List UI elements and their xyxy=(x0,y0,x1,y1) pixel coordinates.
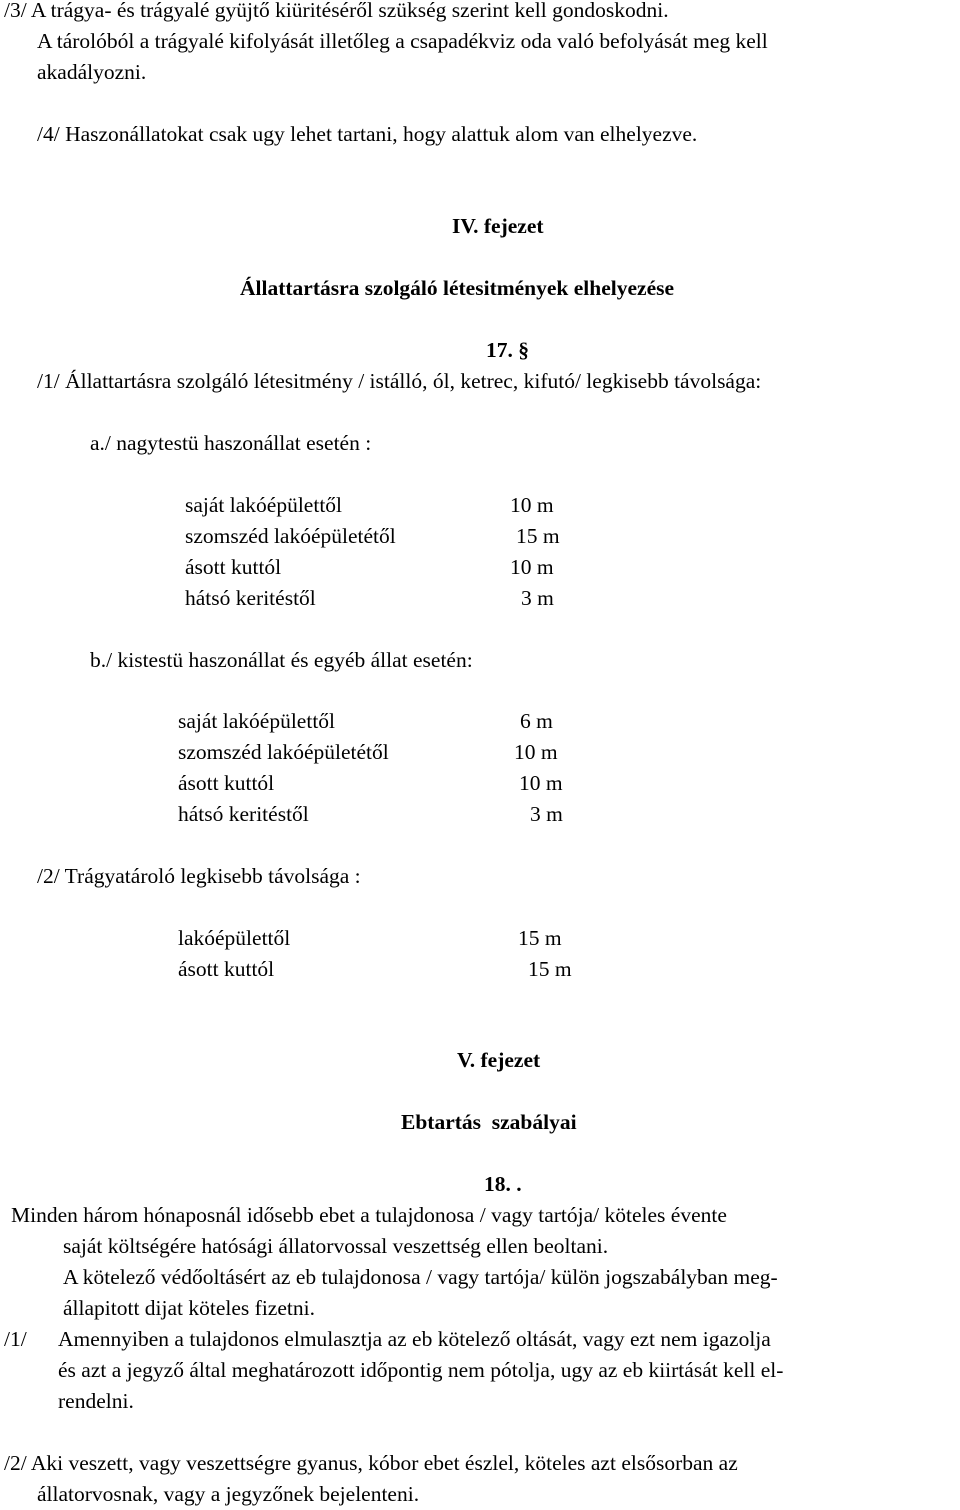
table-row-value: 15 m xyxy=(528,957,572,981)
table-row-value: 15 m xyxy=(518,926,562,950)
para18-line2: saját költségére hatósági állatorvossal veszettség ellen beoltani. xyxy=(63,1234,609,1258)
section4-line1: /4/ Haszonállatokat csak ugy lehet tartani, hogy alattuk alom van elhelyezve. xyxy=(37,122,698,146)
table-row-label: szomszéd lakóépületétől xyxy=(178,740,389,764)
table-row-label: ásott kuttól xyxy=(178,771,275,795)
table-row-label: ásott kuttól xyxy=(178,957,275,981)
table-row-value: 10 m xyxy=(519,771,563,795)
section3-line2: A tárolóból a trágyalé kifolyását illetőleg a csapadékviz oda való befolyását meg kell xyxy=(37,29,768,53)
table-row-value: 6 m xyxy=(520,709,553,733)
table-row-value: 10 m xyxy=(514,740,558,764)
para18-p1-number: /1/ xyxy=(4,1327,27,1351)
table-row-value: 3 m xyxy=(521,586,554,610)
section3-line1: /3/ A trágya- és trágyalé gyüjtő kiüritéséről szükség szerint kell gondoskodni. xyxy=(4,0,669,22)
para17-intro: /1/ Állattartásra szolgáló létesitmény / istálló, ól, ketrec, kifutó/ legkisebb távolsága: xyxy=(37,369,762,393)
para18-line4: állapitott dijat köteles fizetni. xyxy=(63,1296,315,1320)
table-row-label: hátsó keritéstől xyxy=(185,586,316,610)
table-row-value: 10 m xyxy=(510,555,554,579)
table-row-value: 15 m xyxy=(516,524,560,548)
chapter4-number: IV. fejezet xyxy=(452,214,544,238)
table-row-label: saját lakóépülettől xyxy=(178,709,336,733)
para18-p1-line2: és azt a jegyző által meghatározott időpontig nem pótolja, ugy az eb kiirtását kell el- xyxy=(58,1358,784,1382)
para17-heading: 17. § xyxy=(486,338,529,362)
section-sign-icon: § xyxy=(518,338,529,362)
para18-line1: Minden három hónaposnál idősebb ebet a tulajdonosa / vagy tartója/ köteles évente xyxy=(11,1203,727,1227)
para18-heading: 18. . xyxy=(484,1172,522,1196)
para17-a-label: a./ nagytestü haszonállat esetén : xyxy=(90,431,372,455)
para18-p1-line1: Amennyiben a tulajdonos elmulasztja az eb kötelező oltását, vagy ezt nem igazolja xyxy=(58,1327,771,1351)
table-row-label: hátsó keritéstől xyxy=(178,802,309,826)
chapter4-title: Állattartásra szolgáló létesitmények elhelyezése xyxy=(240,276,675,300)
table-row-label: szomszéd lakóépületétől xyxy=(185,524,396,548)
table-row-label: saját lakóépülettől xyxy=(185,493,343,517)
para18-p1-line3: rendelni. xyxy=(58,1389,134,1413)
section3-line3: akadályozni. xyxy=(37,60,147,84)
para18-p2-line1: /2/ Aki veszett, vagy veszettségre gyanus, kóbor ebet észlel, köteles azt elsősorban az xyxy=(4,1451,738,1475)
para17-b-label: b./ kistestü haszonállat és egyéb állat esetén: xyxy=(90,648,473,672)
chapter5-number: V. fejezet xyxy=(457,1048,541,1072)
table-row-label: ásott kuttól xyxy=(185,555,282,579)
para17-p2-label: /2/ Trágyatároló legkisebb távolsága : xyxy=(37,864,361,888)
table-row-value: 3 m xyxy=(530,802,563,826)
para18-p2-line2: állatorvosnak, vagy a jegyzőnek bejelenteni. xyxy=(37,1482,420,1506)
table-row-value: 10 m xyxy=(510,493,554,517)
table-row-label: lakóépülettől xyxy=(178,926,291,950)
para18-line3: A kötelező védőoltásért az eb tulajdonosa / vagy tartója/ külön jogszabályban meg- xyxy=(63,1265,778,1289)
chapter5-title: Ebtartás szabályai xyxy=(401,1110,577,1134)
